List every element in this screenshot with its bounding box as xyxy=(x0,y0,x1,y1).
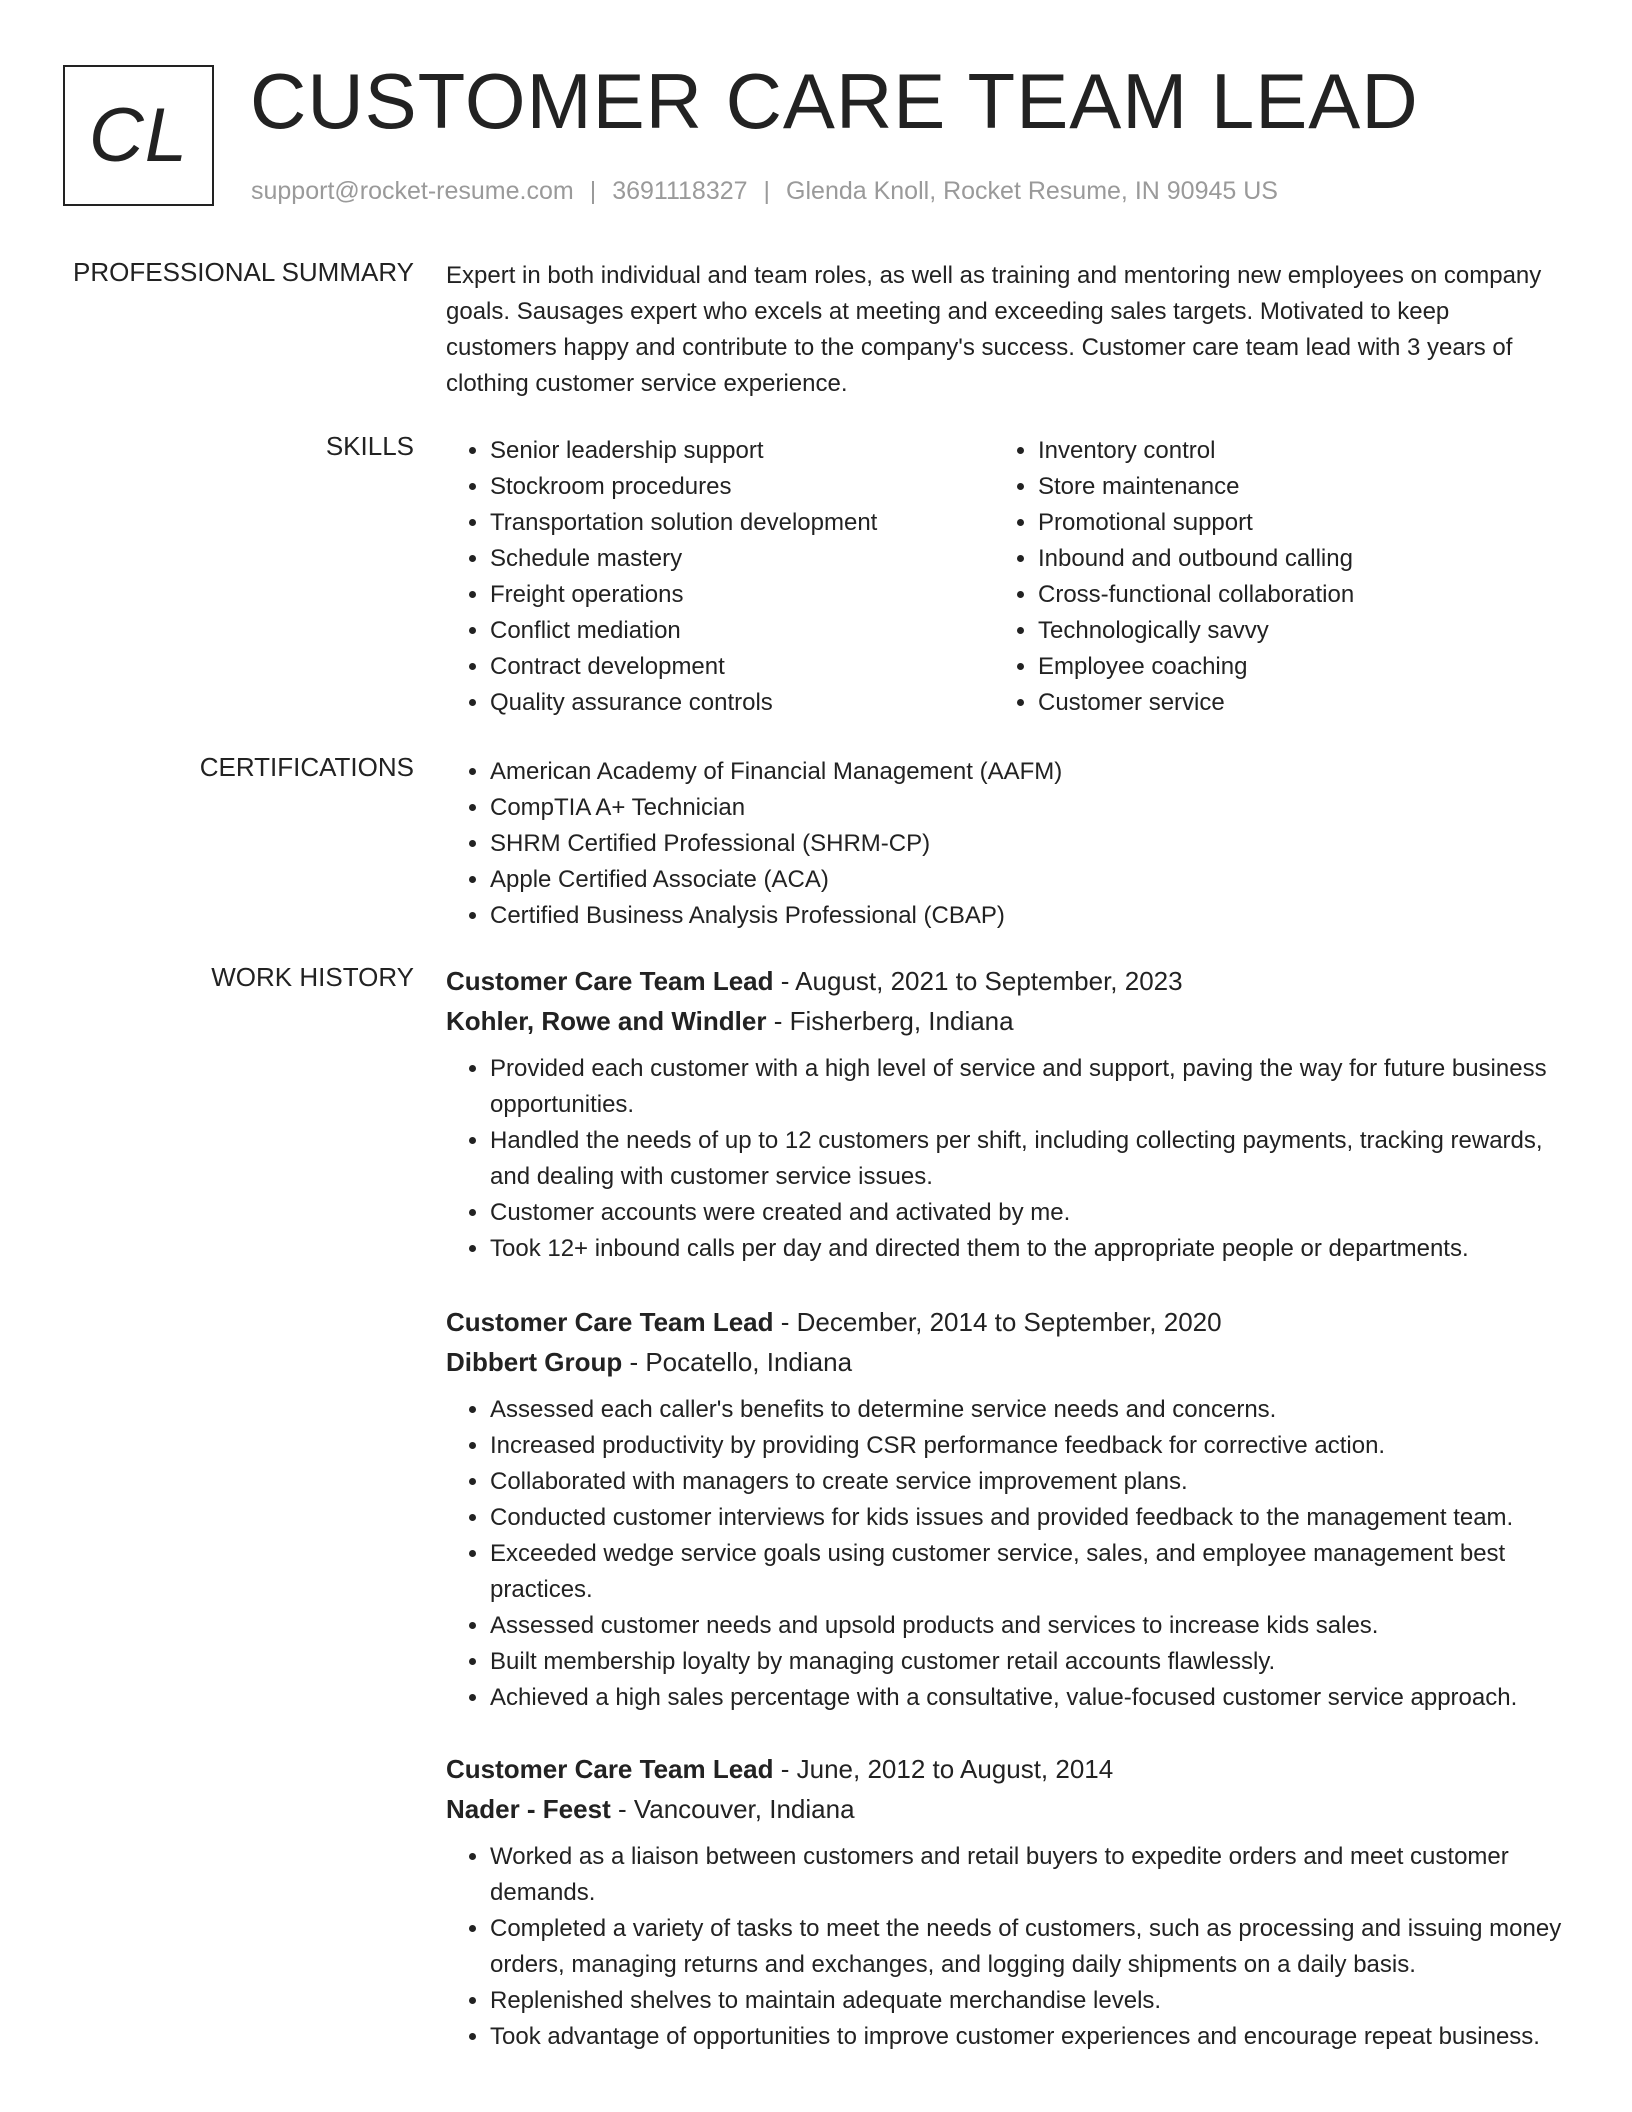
job-location: - Vancouver, Indiana xyxy=(610,1794,855,1824)
job-bullet: • Completed a variety of tasks to meet the needs of customers, such as processing and issuing money orders, managing returns and exchanges, and logging daily shipments on a daily basis. xyxy=(490,1911,1566,1983)
contact-separator: | xyxy=(589,177,597,205)
job-location: - Pocatello, Indiana xyxy=(622,1347,853,1377)
certification-item: • CompTIA A+ Technician xyxy=(490,790,1566,826)
skill-item: • Promotional support xyxy=(1038,505,1542,541)
contact-email[interactable]: support@rocket-resume.com xyxy=(251,177,574,205)
certifications-section xyxy=(446,754,1566,934)
job-company-line xyxy=(446,1342,1566,1382)
skill-item: • Inbound and outbound calling xyxy=(1038,541,1542,577)
section-label-skills: SKILLS xyxy=(325,431,414,461)
skill-item: • Senior leadership support xyxy=(490,433,994,469)
monogram-logo xyxy=(63,65,214,206)
job-bullets xyxy=(446,1392,1566,1716)
summary-text: Expert in both individual and team roles, as well as training and mentoring new employees on company goals. Sausages expert who excels at meeting and exceeding sales targets. Motivated to keep customers happy and contribute to the company's success. Customer care team lead with 3 years of clothing customer service experience. xyxy=(446,262,1542,397)
contact-address: Glenda Knoll, Rocket Resume, IN 90945 US xyxy=(786,177,1278,205)
section-label-summary: PROFESSIONAL SUMMARY xyxy=(73,257,414,287)
job-bullet: • Replenished shelves to maintain adequate merchandise levels. xyxy=(490,1983,1566,2019)
job-dates: - June, 2012 to August, 2014 xyxy=(773,1754,1114,1784)
resume-title: CUSTOMER CARE TEAM LEAD xyxy=(250,57,1419,145)
skill-item: • Cross-functional collaboration xyxy=(1038,577,1542,613)
job-entry xyxy=(446,1302,1566,1716)
job-bullets xyxy=(446,1839,1566,2055)
skill-item: • Stockroom procedures xyxy=(490,469,994,505)
job-bullet: • Took 12+ inbound calls per day and directed them to the appropriate people or departments. xyxy=(490,1231,1566,1267)
job-title-line xyxy=(446,1749,1566,1789)
job-bullets xyxy=(446,1051,1566,1267)
job-bullet: • Built membership loyalty by managing customer retail accounts flawlessly. xyxy=(490,1644,1566,1680)
skill-item: • Technologically savvy xyxy=(1038,613,1542,649)
job-bullet: • Customer accounts were created and activated by me. xyxy=(490,1195,1566,1231)
certification-item: • Certified Business Analysis Professional (CBAP) xyxy=(490,898,1566,934)
section-label-certifications: CERTIFICATIONS xyxy=(199,752,414,782)
job-entry xyxy=(446,1749,1566,2055)
job-bullet: • Assessed customer needs and upsold products and services to increase kids sales. xyxy=(490,1608,1566,1644)
job-bullet: • Assessed each caller's benefits to determine service needs and concerns. xyxy=(490,1392,1566,1428)
skill-item: • Contract development xyxy=(490,649,994,685)
job-bullet: • Handled the needs of up to 12 customers per shift, including collecting payments, tracking rewards, and dealing with customer service issues. xyxy=(490,1123,1566,1195)
skill-item: • Store maintenance xyxy=(1038,469,1542,505)
certification-item: • American Academy of Financial Management (AAFM) xyxy=(490,754,1566,790)
skill-item: • Customer service xyxy=(1038,685,1542,721)
job-company-line xyxy=(446,1001,1566,1041)
job-bullet: • Took advantage of opportunities to improve customer experiences and encourage repeat business. xyxy=(490,2019,1566,2055)
job-bullet: • Worked as a liaison between customers and retail buyers to expedite orders and meet customer demands. xyxy=(490,1839,1566,1911)
job-title-line xyxy=(446,961,1566,1001)
certification-item: • SHRM Certified Professional (SHRM-CP) xyxy=(490,826,1566,862)
contact-line xyxy=(251,176,1278,206)
skill-item: • Quality assurance controls xyxy=(490,685,994,721)
skills-column-right xyxy=(994,433,1542,721)
job-bullet: • Achieved a high sales percentage with a consultative, value-focused customer service approach. xyxy=(490,1680,1566,1716)
skills-column-left xyxy=(446,433,994,721)
job-entry xyxy=(446,961,1566,1267)
job-title: Customer Care Team Lead xyxy=(446,966,774,996)
skill-item: • Employee coaching xyxy=(1038,649,1542,685)
section-label-work-history: WORK HISTORY xyxy=(211,962,414,992)
job-location: - Fisherberg, Indiana xyxy=(766,1006,1014,1036)
job-company-line xyxy=(446,1789,1566,1829)
job-title-line xyxy=(446,1302,1566,1342)
job-company: Nader - Feest xyxy=(446,1794,611,1824)
job-title: Customer Care Team Lead xyxy=(446,1307,774,1337)
job-bullet: • Exceeded wedge service goals using customer service, sales, and employee management best practices. xyxy=(490,1536,1566,1608)
skill-item: • Conflict mediation xyxy=(490,613,994,649)
skill-item: • Schedule mastery xyxy=(490,541,994,577)
monogram-initials: CL xyxy=(88,93,189,178)
job-dates: - December, 2014 to September, 2020 xyxy=(773,1307,1222,1337)
contact-separator: | xyxy=(763,177,771,205)
job-title: Customer Care Team Lead xyxy=(446,1754,774,1784)
job-dates: - August, 2021 to September, 2023 xyxy=(773,966,1183,996)
skill-item: • Transportation solution development xyxy=(490,505,994,541)
skill-item: • Freight operations xyxy=(490,577,994,613)
job-company: Dibbert Group xyxy=(446,1347,623,1377)
contact-phone[interactable]: 3691118327 xyxy=(612,177,748,205)
certification-item: • Apple Certified Associate (ACA) xyxy=(490,862,1566,898)
skill-item: • Inventory control xyxy=(1038,433,1542,469)
job-bullet: • Collaborated with managers to create service improvement plans. xyxy=(490,1464,1566,1500)
job-company: Kohler, Rowe and Windler xyxy=(446,1006,767,1036)
job-bullet: • Increased productivity by providing CSR performance feedback for corrective action. xyxy=(490,1428,1566,1464)
job-bullet: • Conducted customer interviews for kids issues and provided feedback to the management team. xyxy=(490,1500,1566,1536)
job-bullet: • Provided each customer with a high level of service and support, paving the way for future business opportunities. xyxy=(490,1051,1566,1123)
skills-section xyxy=(446,433,1566,721)
